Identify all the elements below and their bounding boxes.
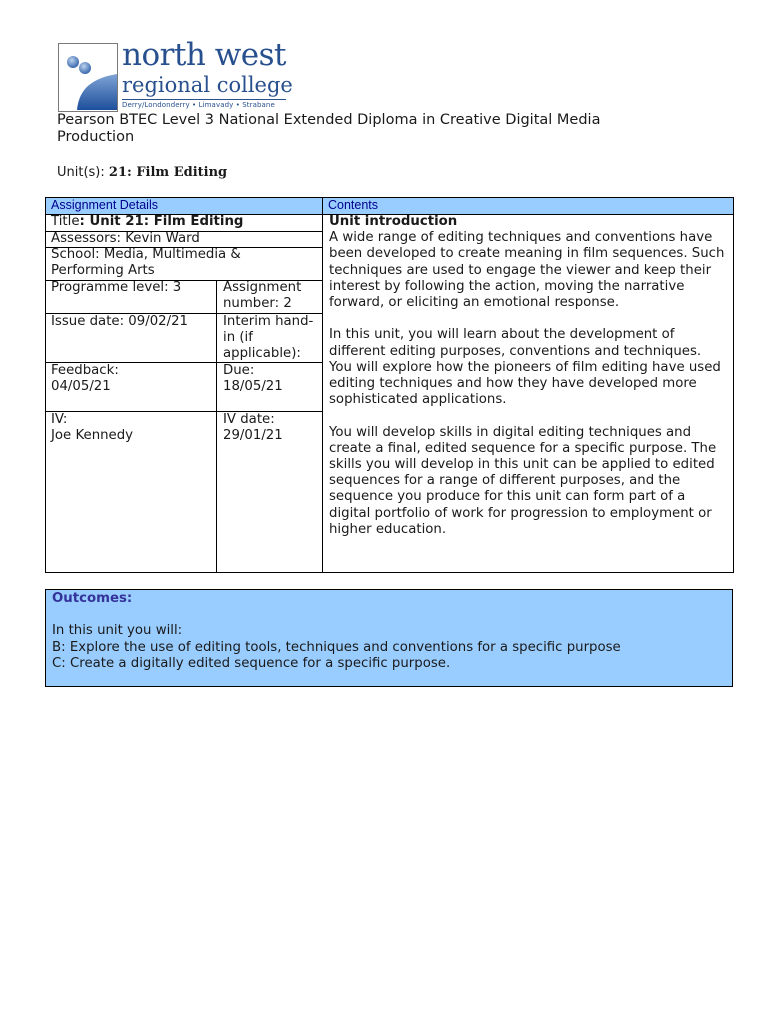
table-border-top: [45, 197, 734, 198]
college-name-line2: regional college: [122, 73, 293, 97]
unit-value: 21: Film Editing: [108, 165, 228, 180]
title-value: : Unit 21: Film Editing: [79, 214, 244, 229]
outcomes-title: Outcomes:: [52, 591, 133, 606]
issue-date-cell: Issue date: 09/02/21: [51, 314, 189, 329]
contents-paragraph-3: You will develop skills in digital editing techniques and create a final, edited sequence for a specific purpose. The skills you will develop in this unit can be applied to edited sequences for a range of different purposes, and the sequence you produce for this unit can form part of a digital portfolio of work for progression to employment or higher education.: [329, 424, 717, 537]
due-label: Due:: [223, 363, 255, 378]
title-cell: [51, 214, 319, 230]
outcomes-intro: In this unit you will:: [52, 623, 183, 639]
qualification-title: Pearson BTEC Level 3 National Extended Diploma in Creative Digital Media Production: [57, 112, 601, 145]
college-name-line1: north west: [122, 37, 286, 73]
assessors-cell: Assessors: Kevin Ward: [51, 231, 200, 246]
school-cell: School: Media, Multimedia & Performing Arts: [51, 247, 241, 279]
iv-name: Joe Kennedy: [51, 428, 134, 443]
iv-date: 29/01/21: [223, 428, 283, 443]
contents-heading: Unit introduction: [329, 214, 458, 229]
contents-paragraph-1: A wide range of editing techniques and conventions have been developed to create meaning in film sequences. Such techniques are used to engage the viewer and keep their interest by following the action, moving the narrative forward, or eliciting an emotional response.: [329, 230, 725, 311]
interim-cell: Interim hand-in (if applicable):: [223, 314, 314, 362]
title-prefix: Title: [51, 214, 80, 229]
contents-paragraph-2: In this unit, you will learn about the development of different editing purposes, conventions and techniques. You will explore how the pioneers of film editing have used editing techniques and how they have developed more sophisticated applications.: [329, 327, 721, 408]
iv-date-label: IV date:: [223, 412, 275, 427]
table-border-left: [45, 197, 46, 573]
logo-divider: [122, 99, 286, 100]
outcomes-spacer: [52, 607, 726, 623]
unit-label: Unit(s):: [57, 165, 105, 180]
iv-label: IV:: [51, 412, 68, 427]
outcomes-box: [45, 589, 733, 687]
table-border-bottom: [45, 572, 734, 573]
assignment-number-cell: Assignment number: 2: [223, 280, 302, 312]
programme-level-cell: Programme level: 3: [51, 280, 182, 295]
college-logo: [58, 37, 293, 113]
outcome-item: B: Explore the use of editing tools, techniques and conventions for a specific purpose: [52, 639, 621, 655]
due-date: 18/05/21: [223, 379, 283, 394]
header-contents: Contents: [322, 198, 733, 214]
outcome-item: C: Create a digitally edited sequence for a specific purpose.: [52, 655, 451, 671]
table-border-right: [733, 197, 734, 573]
column-divider: [322, 197, 323, 573]
college-towns: Derry/Londonderry • Limavady • Strabane: [122, 101, 275, 109]
feedback-label: Feedback:: [51, 363, 119, 378]
college-logo-icon: [58, 43, 118, 112]
inner-column-divider: [216, 280, 217, 573]
contents-cell: [329, 214, 727, 554]
feedback-date: 04/05/21: [51, 379, 111, 394]
header-assignment-details: Assignment Details: [45, 198, 322, 214]
unit-line: [57, 164, 227, 181]
